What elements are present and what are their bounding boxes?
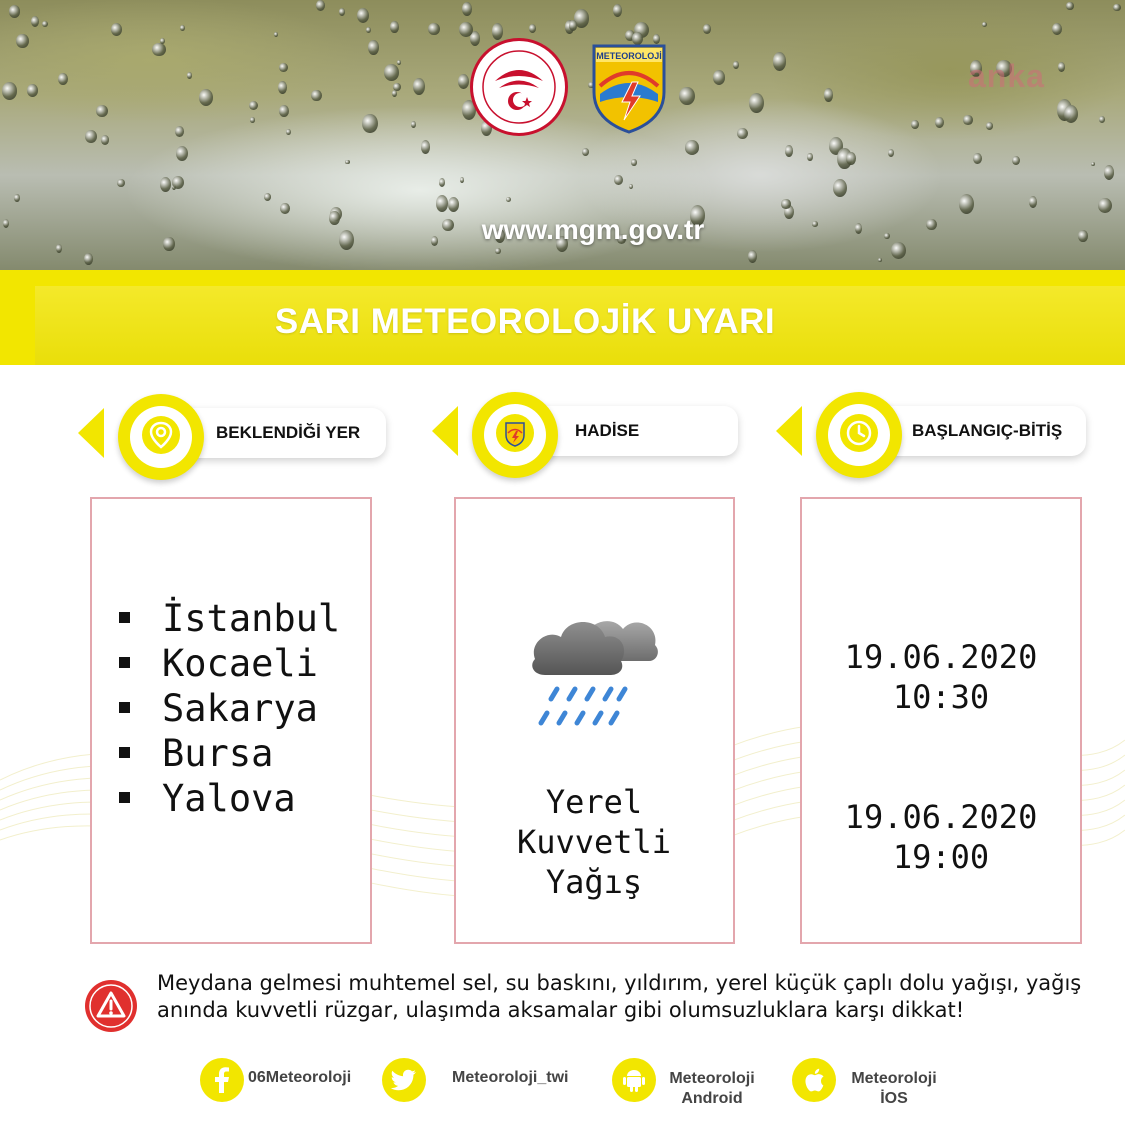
rain-drop <box>392 90 397 97</box>
social-facebook[interactable] <box>200 1058 380 1108</box>
rain-drop <box>911 120 919 130</box>
rain-drop <box>9 5 21 18</box>
rain-drop <box>986 122 993 130</box>
apple-icon[interactable] <box>792 1058 836 1102</box>
rain-drop <box>1052 23 1062 35</box>
rain-drop <box>176 146 188 161</box>
header-arrow <box>432 406 458 456</box>
rain-drop <box>973 153 982 165</box>
event-line: Kuvvetli <box>516 823 672 861</box>
rain-drop <box>339 8 345 16</box>
header-start-end <box>776 392 1096 492</box>
rain-drop <box>31 16 39 27</box>
rain-drop <box>1064 105 1078 123</box>
anka-watermark: anka <box>968 58 1045 94</box>
page-title: SARI METEOROLOJİK UYARI <box>274 302 776 341</box>
rain-drop <box>733 61 739 70</box>
rain-drop <box>462 2 472 15</box>
website-url[interactable]: www.mgm.gov.tr <box>481 214 705 245</box>
rain-drop <box>959 194 974 214</box>
facebook-icon[interactable] <box>200 1058 244 1102</box>
android-icon[interactable] <box>612 1058 656 1102</box>
location-name: İstanbul <box>162 597 341 640</box>
rain-drop <box>111 23 122 36</box>
rain-drop <box>812 221 818 227</box>
rain-drop <box>439 178 446 187</box>
rain-drop <box>85 130 97 143</box>
rain-drop <box>748 250 757 263</box>
rain-drop <box>458 74 469 89</box>
social-android[interactable] <box>612 1058 772 1108</box>
rain-drop <box>357 8 370 24</box>
rain-drop <box>613 4 622 17</box>
rain-drop <box>884 233 890 239</box>
rain-drop <box>172 176 184 189</box>
end-time: 19:00 <box>892 838 990 876</box>
social-label: Meteoroloji_twi <box>452 1069 569 1086</box>
meteoroloji-logo <box>590 42 668 134</box>
list-item <box>116 776 340 821</box>
rain-drop <box>56 244 62 253</box>
rain-drop <box>345 160 349 164</box>
end-time-block <box>802 797 1080 877</box>
rain-drop <box>96 105 107 117</box>
rain-drop <box>963 115 972 125</box>
social-label: 06Meteoroloji <box>248 1069 352 1086</box>
rain-drop <box>926 219 936 230</box>
location-name: Yalova <box>162 777 296 820</box>
rain-drop <box>428 23 439 35</box>
rain-drop <box>1098 198 1112 213</box>
social-label <box>842 1069 946 1109</box>
start-time: 10:30 <box>892 678 990 716</box>
end-date: 19.06.2020 <box>844 798 1038 836</box>
social-twitter[interactable] <box>382 1058 592 1108</box>
rain-drop <box>807 153 813 161</box>
rain-drop <box>279 63 287 72</box>
header-label-event: HADİSE <box>575 421 640 440</box>
rain-drop <box>833 179 847 197</box>
rain-drop <box>264 193 271 201</box>
rain-drop <box>366 27 371 33</box>
header-icon-circle <box>118 394 204 480</box>
location-pin-icon <box>141 415 181 459</box>
header-icon-circle <box>816 392 902 478</box>
rain-drop <box>631 159 638 166</box>
start-date: 19.06.2020 <box>844 638 1038 676</box>
rain-drop <box>629 184 633 190</box>
rain-drop <box>1029 196 1038 208</box>
rain-drop <box>582 148 589 156</box>
rain-drop <box>311 90 321 102</box>
rain-drop <box>436 195 448 211</box>
rain-drop <box>413 78 425 95</box>
rain-drop <box>785 145 793 156</box>
rain-drop <box>1078 230 1088 241</box>
rain-drop <box>411 121 416 128</box>
rain-drop <box>421 140 430 153</box>
rain-drop <box>614 175 623 185</box>
rain-drop <box>278 81 287 94</box>
rain-drop <box>175 126 185 137</box>
rain-drop <box>163 237 175 252</box>
rain-drop <box>58 73 68 85</box>
rain-drop <box>982 22 987 27</box>
rain-drop <box>329 211 340 226</box>
rain-drop <box>1091 162 1095 167</box>
rain-drop <box>160 38 165 44</box>
rain-drop <box>384 64 399 80</box>
rain-drop <box>101 135 110 145</box>
rain-drop <box>1012 156 1020 165</box>
header-arrow <box>78 408 104 458</box>
start-time-block <box>802 637 1080 717</box>
rain-drop <box>199 89 213 106</box>
rain-drop <box>390 21 398 33</box>
cloud-rain-icon <box>525 595 665 735</box>
social-label-line: İOS <box>880 1090 908 1107</box>
rain-drop <box>1058 62 1065 71</box>
rain-drop <box>339 230 354 251</box>
rain-drop <box>16 34 28 48</box>
rain-drop <box>286 129 291 135</box>
rain-drop <box>84 253 93 265</box>
rain-drop <box>1099 116 1105 123</box>
rain-drop <box>679 87 695 105</box>
header-expected-location <box>78 394 388 494</box>
rain-drop <box>935 117 944 128</box>
rain-drop <box>152 43 165 56</box>
social-label-line: Meteoroloji <box>669 1070 755 1087</box>
rain-drop <box>1113 4 1121 12</box>
social-label <box>662 1069 762 1109</box>
header-label-time: BAŞLANGIÇ-BİTİŞ <box>912 421 1063 440</box>
rain-drop <box>448 197 459 212</box>
rain-drop <box>878 258 883 263</box>
rain-drop <box>316 0 325 11</box>
rain-drop <box>737 128 748 140</box>
rain-drop <box>250 117 256 123</box>
rain-drop <box>703 24 711 34</box>
rain-drop <box>3 219 9 228</box>
rain-drop <box>495 248 500 254</box>
rain-drop <box>362 114 377 133</box>
event-line: Yağış <box>545 863 643 901</box>
header-label-location: BEKLENDİĞİ YER <box>216 423 361 442</box>
rain-drop <box>397 60 402 65</box>
mgm-logo-text: METEOROLOJİ <box>596 51 662 61</box>
rain-drop <box>14 194 20 202</box>
location-name: Bursa <box>162 732 274 775</box>
rain-drop <box>160 177 171 192</box>
location-name: Sakarya <box>162 687 318 730</box>
rain-drop <box>280 203 290 214</box>
clock-icon <box>839 413 879 457</box>
rain-drop <box>846 152 856 166</box>
rain-drop <box>891 242 907 259</box>
rain-drop <box>431 236 439 246</box>
rain-drop <box>368 40 379 55</box>
rain-drop <box>781 199 790 209</box>
header-arrow <box>776 406 802 456</box>
rain-drop <box>713 70 726 85</box>
rain-drop <box>1066 2 1073 10</box>
list-item <box>116 596 340 641</box>
rain-drop <box>274 32 278 37</box>
ministry-logo <box>470 38 568 136</box>
rain-drop <box>27 84 38 97</box>
rain-drop <box>249 101 258 110</box>
rain-drop <box>279 105 289 117</box>
rain-drop <box>855 223 862 234</box>
rain-drop <box>749 93 764 113</box>
rain-drop <box>492 23 503 39</box>
rain-drop <box>569 20 577 30</box>
location-list <box>116 596 340 821</box>
header-icon-circle <box>472 392 558 478</box>
rain-drop <box>460 177 465 183</box>
rain-drop <box>824 88 833 102</box>
rain-drop <box>117 179 125 188</box>
social-label-line: Android <box>681 1090 743 1107</box>
social-label-line: Meteoroloji <box>851 1070 937 1087</box>
rain-drop <box>506 197 511 202</box>
rain-drop <box>888 149 894 157</box>
rain-drop <box>685 140 699 154</box>
list-item <box>116 731 340 776</box>
social-ios[interactable] <box>792 1058 952 1108</box>
location-name: Kocaeli <box>162 642 318 685</box>
event-line: Yerel <box>545 783 643 821</box>
rain-drop <box>1104 165 1115 180</box>
event-description <box>456 782 732 902</box>
rain-drop <box>187 72 193 79</box>
warning-icon <box>84 979 138 1033</box>
list-item <box>116 686 340 731</box>
meteoroloji-logo-icon <box>495 413 535 457</box>
warning-text: Meydana gelmesi muhtemel sel, su baskını, yıldırım, yerel küçük çaplı dolu yağışı, yağış anında kuvvetli rüzgar, ulaşımda aksamalar gibi olumsuzluklara karşı dikkat! <box>157 971 1082 1022</box>
rain-drop <box>2 82 17 100</box>
rain-drop <box>42 21 48 27</box>
rain-drop <box>529 24 536 33</box>
rain-drop <box>773 52 786 70</box>
header-event <box>432 392 742 492</box>
header-photo <box>0 0 1125 270</box>
list-item <box>116 641 340 686</box>
rain-drop <box>180 25 185 31</box>
twitter-icon[interactable] <box>382 1058 426 1102</box>
